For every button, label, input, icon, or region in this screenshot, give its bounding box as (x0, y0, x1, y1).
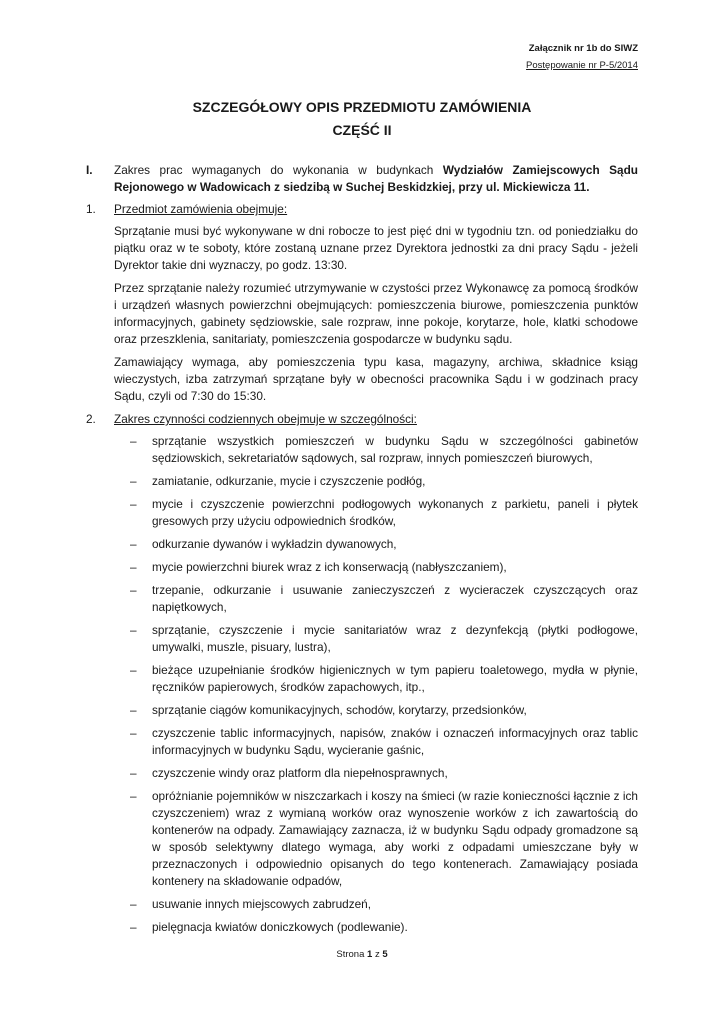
dash-bullet: – (130, 703, 137, 717)
footer-page-number: 1 (367, 949, 373, 960)
list-item (130, 765, 638, 782)
dash-bullet: – (130, 663, 137, 677)
dash-bullet: – (130, 920, 137, 934)
section-1 (86, 162, 638, 196)
list-item-text: sprzątanie, czyszczenie i mycie sanitariatów wraz z dezynfekcją (płytki podłogowe, umywalki, muszle, pisuary, lustra), (152, 623, 638, 654)
item-1-paragraph: Przez sprzątanie należy rozumieć utrzymywanie w czystości przez Wykonawcę za pomocą środków i urządzeń własnych powierzchni obejmujących: pomieszczenia biurowe, pomieszczenia punktów informacyjnych, gabinety sędziowskie, sale rozpraw, inne pokoje, korytarze, hole, klatki schodowe oraz przeszklenia, sanitariaty, pomieszczenia gospodarcze w budynku sądu. (114, 281, 638, 346)
list-item-text: mycie i czyszczenie powierzchni podłogowych wykonanych z parkietu, paneli i płytek gresowych przy użyciu odpowiednich środków, (152, 497, 638, 528)
list-item (130, 788, 638, 890)
list-item (130, 725, 638, 759)
list-item-text: opróżnianie pojemników w niszczarkach i koszy na śmieci (w razie konieczności łącznie z ich czyszczeniem) wraz z wymianą worków oraz wynoszenie worków z ich zawartością do kontenerów na odpady. Zamawiający zaznacza, iż w budynku Sądu odpady gromadzone są w sposób selektywny dlatego wymaga, aby worki z odpadami umieszczane były w przeznaczonych i odpowiednio opisanych do tego kontenerach. Zamawiający posiada kontenery na składowanie odpadów, (152, 789, 638, 888)
attachment-label: Załącznik nr 1b do SIWZ (528, 43, 638, 54)
list-item-text: sprzątanie ciągów komunikacyjnych, schodów, korytarzy, przedsionków, (152, 703, 527, 717)
dash-bullet: – (130, 623, 137, 637)
list-item-text: czyszczenie windy oraz platform dla niepełnosprawnych, (152, 766, 448, 780)
section-marker: I. (86, 163, 93, 177)
list-item-text: bieżące uzupełnianie środków higienicznych w tym papieru toaletowego, mydła w płynie, ręczników papierowych, środków zapachowych, itp., (152, 663, 638, 694)
dash-bullet: – (130, 897, 137, 911)
item-2-bullet-list (86, 433, 638, 936)
list-item-text: mycie powierzchni biurek wraz z ich konserwacją (nabłyszczaniem), (152, 560, 507, 574)
list-item-text: pielęgnacja kwiatów doniczkowych (podlewanie). (152, 920, 408, 934)
list-item-text: sprzątanie wszystkich pomieszczeń w budynku Sądu w szczególności gabinetów sędziowskich, sekretariatów sądowych, sal rozpraw, innych pomieszczeń biurowych, (152, 434, 638, 465)
item-2-heading-row (86, 411, 638, 428)
list-item-text: usuwanie innych miejscowych zabrudzeń, (152, 897, 372, 911)
dash-bullet: – (130, 583, 137, 597)
dash-bullet: – (130, 789, 137, 803)
list-item-text: czyszczenie tablic informacyjnych, napisów, znaków i oznaczeń informacyjnych oraz tablic informacyjnych w budynku Sądu, wycieranie gaśnic, (152, 726, 638, 757)
item-1-paragraph: Sprzątanie musi być wykonywane w dni robocze to jest pięć dni w tygodniu tzn. od poniedziałku do piątku oraz w te soboty, które zostaną uznane przez Dyrektora jednostki za dni pracy Sądu - jeżeli Dyrektor takie dni wyznaczy, po godz. 13:30. (114, 224, 638, 272)
page-footer (0, 949, 724, 960)
item-1-heading-row (86, 201, 638, 218)
list-item (130, 919, 638, 936)
item-1-number: 1. (86, 202, 96, 216)
section-text-bold: Wydziałów Zamiejscowych Sądu Rejonowego w Wadowicach z siedzibą w Suchej Beskidzkiej, przy ul. Mickiewicza 11. (114, 163, 639, 194)
list-item (130, 896, 638, 913)
item-2-number: 2. (86, 412, 96, 426)
list-item-text: trzepanie, odkurzanie i usuwanie zanieczyszczeń z wycieraczek czyszczących oraz napiętkowych, (152, 583, 638, 614)
dash-bullet: – (130, 434, 137, 448)
item-1-paragraph: Zamawiający wymaga, aby pomieszczenia typu kasa, magazyny, archiwa, składnice ksiąg wieczystych, izba zatrzymań sprzątane były w obecności pracownika Sądu i w godzinach pracy Sądu, czyli od 7:30 do 15:30. (114, 355, 638, 403)
list-item (130, 433, 638, 467)
list-item (130, 536, 638, 553)
footer-separator: z (374, 949, 380, 960)
footer-prefix: Strona (336, 949, 365, 960)
list-item-text: zamiatanie, odkurzanie, mycie i czyszczenie podłóg, (152, 474, 426, 488)
list-item (130, 496, 638, 530)
list-item (130, 559, 638, 576)
dash-bullet: – (130, 766, 137, 780)
list-item (130, 473, 638, 490)
footer-page-total: 5 (382, 949, 388, 960)
list-item (130, 582, 638, 616)
item-1-heading: Przedmiot zamówienia obejmuje: (114, 202, 288, 216)
list-item (130, 662, 638, 696)
document-title: SZCZEGÓŁOWY OPIS PRZEDMIOTU ZAMÓWIENIA (192, 99, 532, 115)
document-body (86, 162, 638, 942)
dash-bullet: – (130, 726, 137, 740)
item-2-heading: Zakres czynności codziennych obejmuje w szczególności: (114, 412, 417, 426)
list-item-text: odkurzanie dywanów i wykładzin dywanowych, (152, 537, 397, 551)
list-item (130, 702, 638, 719)
dash-bullet: – (130, 497, 137, 511)
dash-bullet: – (130, 474, 137, 488)
dash-bullet: – (130, 537, 137, 551)
section-text-plain: Zakres prac wymaganych do wykonania w budynkach (114, 163, 443, 177)
document-subtitle: CZĘŚĆ II (332, 122, 392, 138)
list-item (130, 622, 638, 656)
procedure-number: Postępowanie nr P-5/2014 (526, 60, 638, 71)
dash-bullet: – (130, 560, 137, 574)
